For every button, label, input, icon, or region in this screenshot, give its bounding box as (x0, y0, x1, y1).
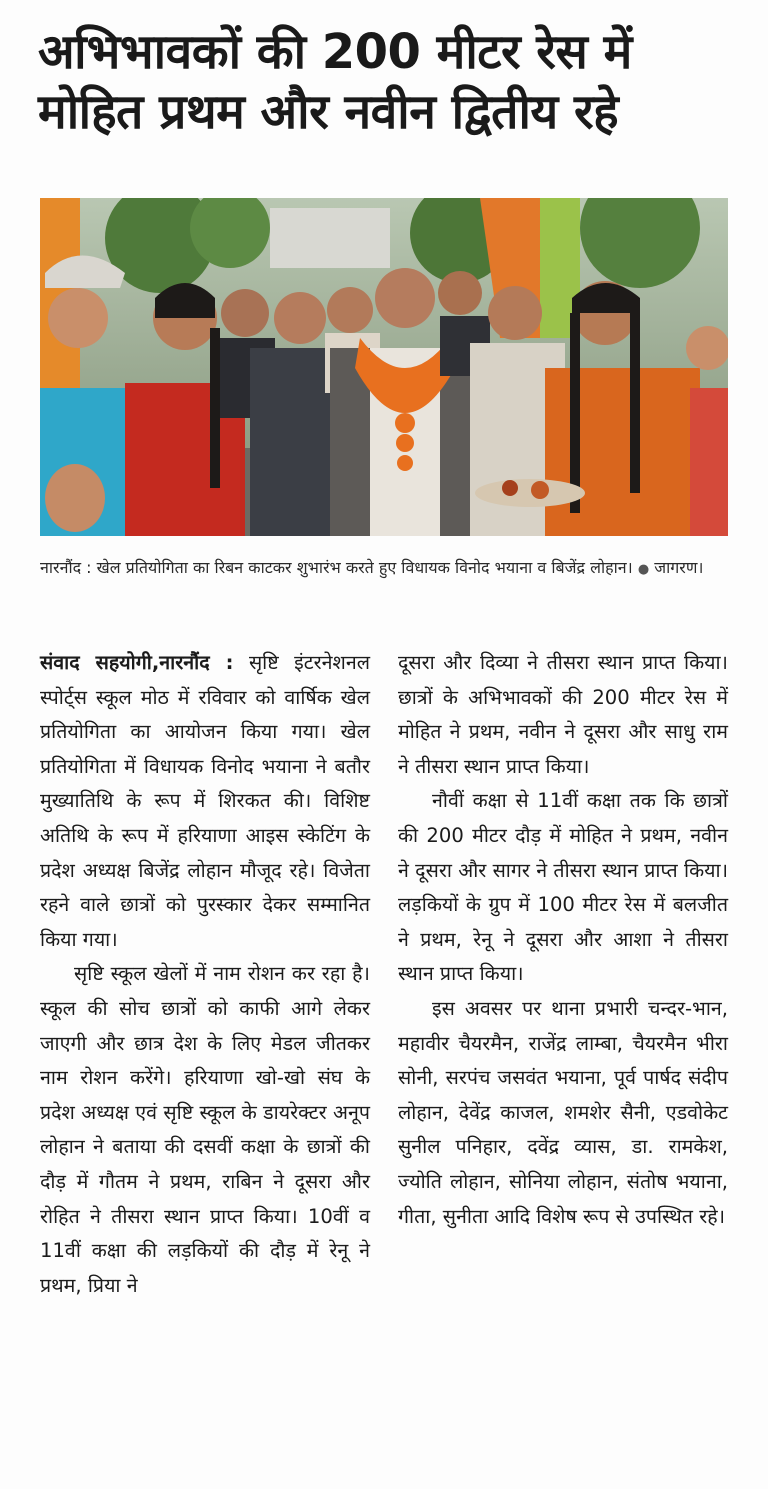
article-column-right (398, 646, 728, 1234)
byline: संवाद सहयोगी,नारनौंद : (40, 651, 234, 674)
news-photo-illustration (40, 198, 728, 536)
article-paragraph (40, 646, 370, 957)
news-photo (40, 198, 728, 536)
article-paragraph: सृष्टि स्कूल खेलों में नाम रोशन कर रहा है। स्कूल की सोच छात्रों को काफी आगे लेकर जाएगी और छात्र देश के लिए मेडल जीतकर नाम रोशन करेंगे। हरियाणा खो-खो संघ के प्रदेश अध्यक्ष एवं सृष्टि स्कूल के डायरेक्टर अनूप लोहान ने बताया की दसवीं कक्षा के छात्रों की दौड़ में गौतम ने प्रथम, राबिन ने दूसरा और रोहित ने तीसरा स्थान प्राप्त किया। 10वीं व 11वीं कक्षा की लड़कियों की दौड़ में रेनू ने प्रथम, प्रिया ने (40, 962, 370, 1297)
headline-line-1: अभिभावकों की 200 मीटर रेस में (38, 24, 632, 80)
article-paragraph: नौवीं कक्षा से 11वीं कक्षा तक कि छात्रों की 200 मीटर दौड़ में मोहित ने प्रथम, नवीन ने दूसरा और सागर ने तीसरा स्थान प्राप्त किया। लड़कियों के ग्रुप में 100 मीटर रेस में बलजीत ने प्रथम, रेनू ने दूसरा और आशा ने तीसरा स्थान प्राप्त किया। (398, 789, 728, 986)
caption-text: नारनौंद : खेल प्रतियोगिता का रिबन काटकर शुभारंभ करते हुए विधायक विनोद भयाना व बिजेंद्र लोहान। (40, 558, 633, 577)
headline (38, 22, 738, 142)
caption-source: जागरण। (654, 558, 704, 577)
article-paragraph: दूसरा और दिव्या ने तीसरा स्थान प्राप्त किया। छात्रों के अभिभावकों की 200 मीटर रेस में मोहित ने प्रथम, नवीन ने दूसरा और साधु राम ने तीसरा स्थान प्राप्त किया। (398, 651, 728, 778)
headline-line-2: मोहित प्रथम और नवीन द्वितीय रहे (38, 84, 619, 140)
article-paragraph: इस अवसर पर थाना प्रभारी चन्दर-भान, महावीर चैयरमैन, राजेंद्र लाम्बा, चैयरमैन भीरा सोनी, सरपंच जसवंत भयाना, पूर्व पार्षद संदीप लोहान, देवेंद्र काजल, शमशेर सैनी, एडवोकेट सुनील पनिहार, दवेंद्र व्यास, डा. रामकेश, ज्योति लोहान, सोनिया लोहान, संतोष भयाना, गीता, सुनीता आदि विशेष रूप से उपस्थित रहे। (398, 996, 728, 1228)
photo-caption (40, 553, 730, 585)
article-column-left (40, 646, 370, 1303)
paragraph-text: सृष्टि इंटरनेशनल स्पोर्ट्स स्कूल मोठ में रविवार को वार्षिक खेल प्रतियोगिता का आयोजन किया गया। खेल प्रतियोगिता में विधायक विनोद भयाना ने बतौर मुख्यातिथि के रूप में शिरकत की। विशिष्ट अतिथि के रूप में हरियाणा आइस स्केटिंग के प्रदेश अध्यक्ष बिजेंद्र लोहान मौजूद रहे। विजेता रहने वाले छात्रों को पुरस्कार देकर सम्मानित किया गया। (40, 651, 371, 951)
bullet-icon: ● (637, 562, 650, 577)
